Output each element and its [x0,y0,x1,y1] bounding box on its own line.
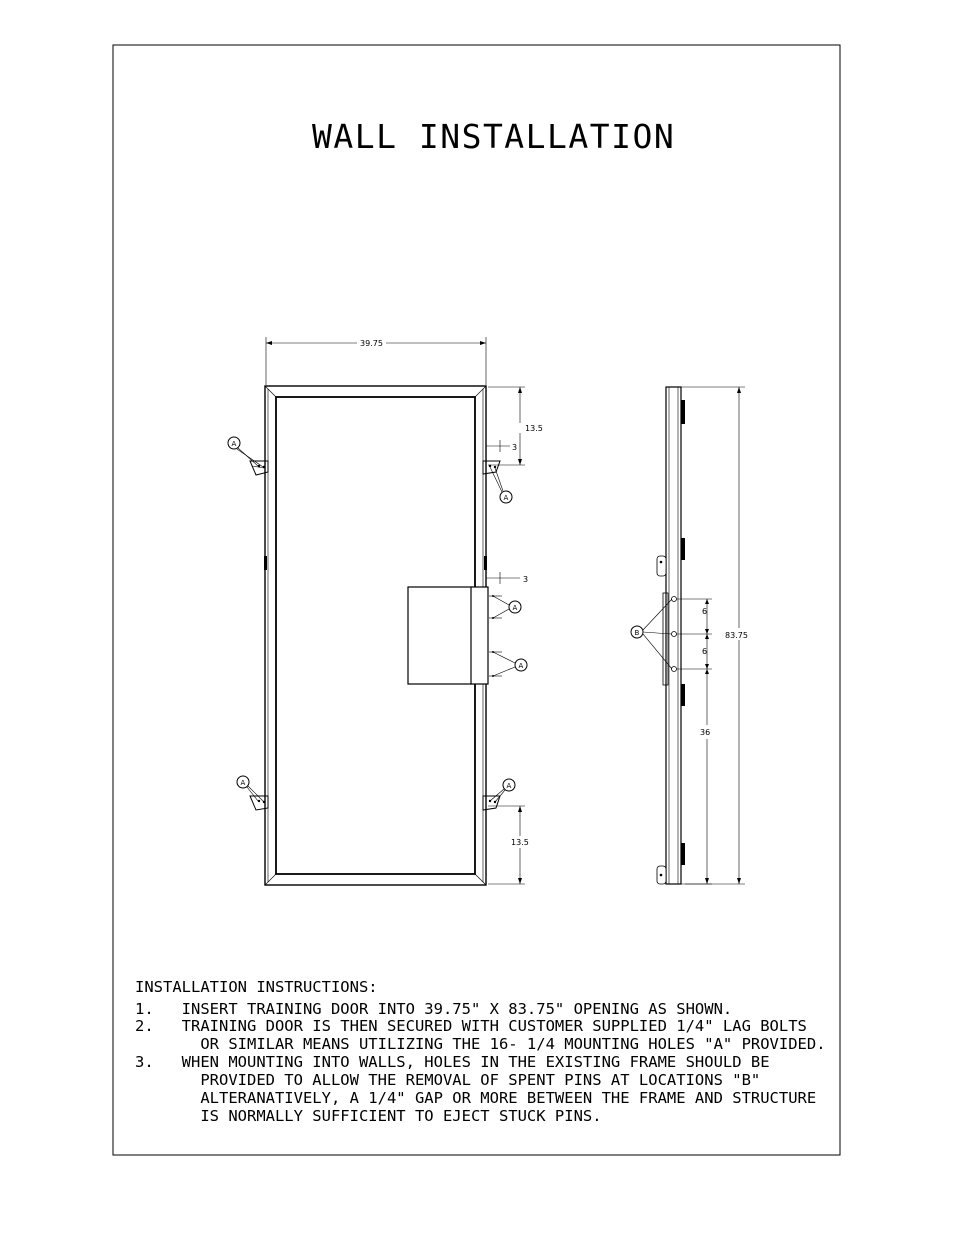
overall-height-dimension: 83.75 [725,631,748,640]
pin-height-dimension: 36 [700,728,711,737]
callout-a-bottom-right [490,779,515,802]
instruction-line-5: PROVIDED TO ALLOW THE REMOVAL OF SPENT PINS AT LOCATIONS "B" [135,1071,761,1089]
mid-gap-dimension: 3 [523,575,529,584]
instruction-line-1: 1. INSERT TRAINING DOOR INTO 39.75" X 83.75" OPENING AS SHOWN. [135,1000,733,1018]
bottom-offset-dimension: 13.5 [511,838,529,847]
pin-spacing-1-dimension: 6 [702,607,708,616]
callout-a-lock-lower [493,652,527,676]
lock-box [408,587,472,684]
instruction-line-2: 2. TRAINING DOOR IS THEN SECURED WITH CUSTOMER SUPPLIED 1/4" LAG BOLTS [135,1017,807,1035]
width-dimension: 39.75 [360,339,383,348]
instructions-heading: INSTALLATION INSTRUCTIONS: [135,978,378,996]
instruction-line-7: IS NORMALLY SUFFICIENT TO EJECT STUCK PINS. [135,1107,602,1125]
top-offset-dimension: 13.5 [525,424,543,433]
front-view [228,337,543,885]
lock-box-side [471,587,488,684]
svg-text:A: A [231,440,237,448]
instruction-line-4: 3. WHEN MOUNTING INTO WALLS, HOLES IN THE EXISTING FRAME SHOULD BE [135,1053,770,1071]
svg-text:A: A [240,779,246,787]
svg-text:A: A [503,494,509,502]
instruction-line-6: ALTERANATIVELY, A 1/4" GAP OR MORE BETWEEN THE FRAME AND STRUCTURE [135,1089,817,1107]
lock-box-holes [489,595,502,677]
svg-text:A: A [512,604,518,612]
svg-text:A: A [506,782,512,790]
side-view [631,387,748,884]
upper-gap-dimension: 3 [512,443,518,452]
instruction-line-3: OR SIMILAR MEANS UTILIZING THE 16- 1/4 MOUNTING HOLES "A" PROVIDED. [135,1035,826,1053]
svg-text:B: B [634,629,640,637]
svg-text:A: A [518,662,524,670]
drawing-title: WALL INSTALLATION [312,117,676,156]
callout-a-lock-upper [493,596,521,618]
pin-spacing-2-dimension: 6 [702,647,708,656]
callout-a-top-left [228,437,263,467]
installation-instructions [135,978,826,1125]
